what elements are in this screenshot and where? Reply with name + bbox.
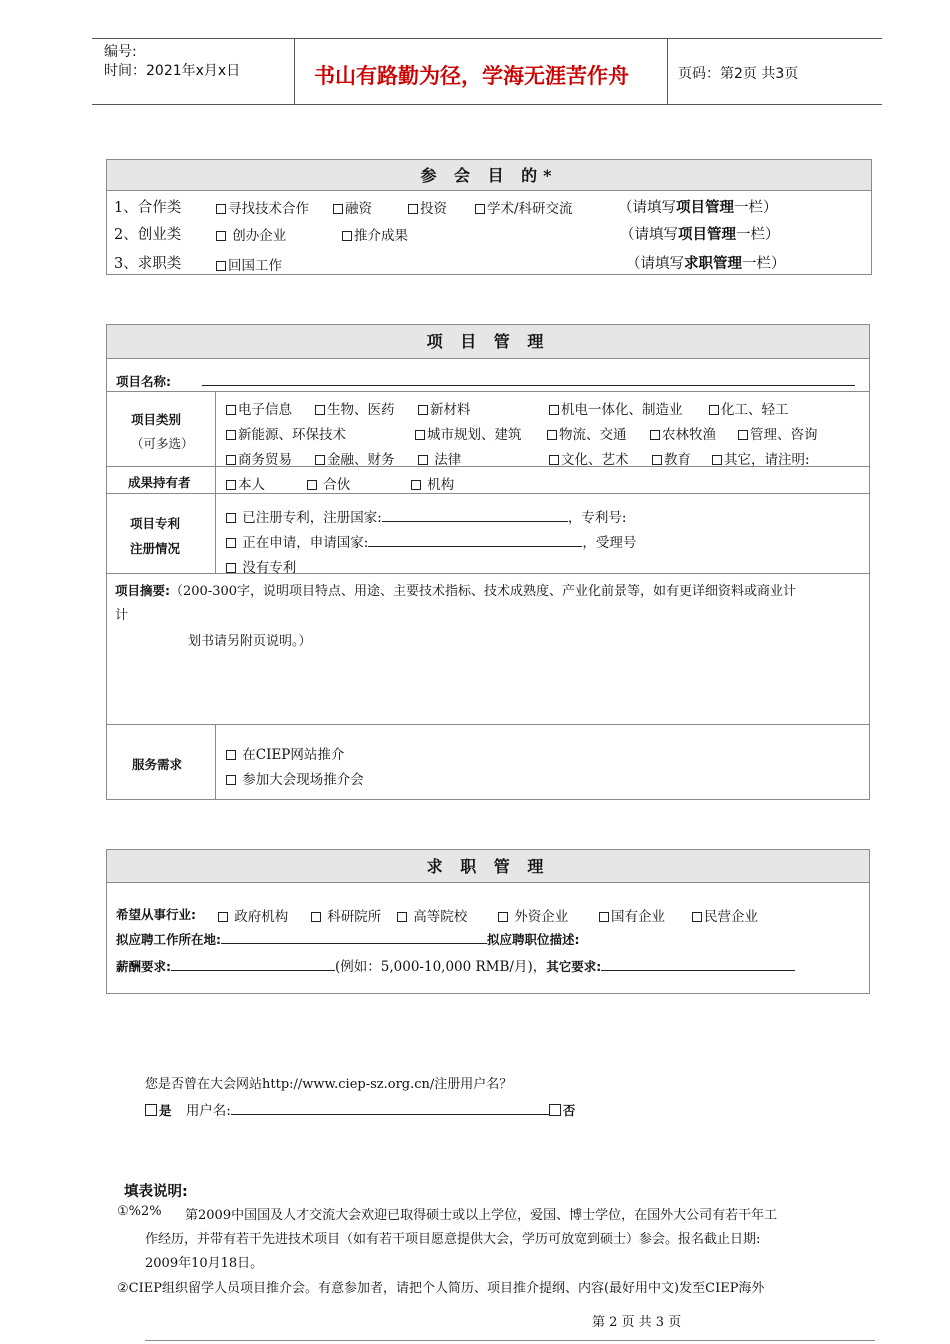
website-answer-row: 是 用户名: 否: [145, 1099, 575, 1119]
patent-label-2: 注册情况: [130, 541, 181, 556]
checkbox-icon: [547, 430, 557, 440]
checkbox-icon: [226, 405, 236, 415]
header-top-rule: [92, 38, 882, 39]
category-option[interactable]: 新能源、环保技术: [226, 423, 346, 443]
checkbox-icon: [226, 455, 236, 465]
checkbox-icon: [411, 480, 421, 490]
purpose-row-3-label: 3、求职类: [114, 256, 182, 272]
category-option[interactable]: 生物、医药: [315, 398, 395, 418]
purpose-option-financing[interactable]: 融资: [333, 197, 372, 217]
checkbox-icon: [418, 405, 428, 415]
checkbox-icon: [712, 455, 722, 465]
doc-number-label: 编号:: [104, 44, 137, 60]
project-col-divider: [215, 391, 216, 573]
other-requirement-field[interactable]: [601, 958, 795, 971]
username-field[interactable]: [231, 1102, 549, 1115]
checkbox-icon: [226, 775, 236, 785]
industry-option[interactable]: 科研院所: [311, 905, 381, 925]
checkbox-icon: [218, 912, 228, 922]
yes-option[interactable]: 是: [145, 1103, 172, 1119]
category-option[interactable]: 电子信息: [226, 398, 292, 418]
project-name-field[interactable]: [202, 372, 855, 386]
purpose-row-2-label: 2、创业类: [114, 227, 182, 243]
category-option[interactable]: 商务贸易: [226, 448, 292, 468]
category-option[interactable]: 其它，请注明:: [712, 448, 810, 468]
notes-item-1-line-1: 第2009中国国及人才交流大会欢迎已取得硕士或以上学位，爱国、博士学位，在国外大公司有若干年工: [185, 1208, 778, 1223]
checkbox-icon: [549, 405, 559, 415]
checkbox-icon: [652, 455, 662, 465]
project-divider: [107, 573, 869, 574]
holder-option-self[interactable]: 本人: [226, 473, 265, 493]
checkbox-icon: [397, 912, 407, 922]
project-table: [106, 324, 870, 800]
no-option[interactable]: 否: [549, 1103, 576, 1119]
project-col-divider: [215, 724, 216, 799]
patent-country-field[interactable]: [382, 509, 568, 522]
purpose-option-return[interactable]: 回国工作: [216, 254, 282, 274]
summary-wrap-char: 计: [115, 608, 129, 623]
service-option-onsite[interactable]: 参加大会现场推介会: [226, 768, 364, 788]
checkbox-icon: [315, 455, 325, 465]
project-divider: [107, 724, 869, 725]
purpose-row-3-note: （请填写求职管理一栏）: [626, 255, 786, 272]
purpose-title: 参 会 目 的*: [107, 160, 871, 191]
purpose-option-promote[interactable]: 推介成果: [342, 224, 408, 244]
job-title: 求 职 管 理: [107, 850, 869, 883]
salary-field[interactable]: [171, 958, 335, 971]
doc-time-label: 时间：2021年x月x日: [104, 63, 241, 79]
checkbox-icon: [307, 480, 317, 490]
checkbox-icon: [650, 430, 660, 440]
job-salary-row: 薪酬要求: (例如：5,000-10,000 RMB/月)，其它要求:: [116, 955, 795, 975]
checkbox-icon: [226, 750, 236, 760]
service-label: 服务需求: [132, 757, 183, 772]
checkbox-icon: [415, 430, 425, 440]
holder-option-org[interactable]: 机构: [411, 473, 454, 493]
category-option[interactable]: 新材料: [418, 398, 471, 418]
notes-item-1-line-2: 作经历，并带有若干先进技术项目（如有若干项目愿意提供大会，学历可放宽到硕士）参会。报名截止日期:: [145, 1232, 761, 1247]
patent-registered-option[interactable]: 已注册专利，注册国家: ，专利号:: [226, 506, 626, 526]
notes-item-1-prefix: ①%2%: [117, 1204, 162, 1219]
purpose-option-startup[interactable]: 创办企业: [216, 224, 286, 244]
holder-option-partner[interactable]: 合伙: [307, 473, 350, 493]
patent-apply-country-field[interactable]: [368, 534, 582, 547]
category-option[interactable]: 教育: [652, 448, 691, 468]
category-option[interactable]: 化工、轻工: [709, 398, 789, 418]
patent-none-option[interactable]: 没有专利: [226, 556, 296, 576]
category-option[interactable]: 机电一体化、制造业: [549, 398, 683, 418]
header-motto: 书山有路勤为径，学海无涯苦作舟: [314, 63, 629, 88]
patent-label-1: 项目专利: [130, 516, 181, 531]
project-divider: [107, 493, 869, 494]
purpose-option-investment[interactable]: 投资: [408, 197, 447, 217]
checkbox-icon: [498, 912, 508, 922]
website-question: 您是否曾在大会网站http://www.ciep-sz.org.cn/注册用户名？: [145, 1077, 513, 1092]
header-divider-left: [294, 38, 295, 105]
summary-row: 项目摘要:（200-300字，说明项目特点、用途、主要技术指标、技术成熟度、产业化前景等，如有更详细资料或商业计: [115, 583, 797, 599]
industry-option[interactable]: 政府机构: [218, 905, 288, 925]
footer-rule: [145, 1340, 875, 1341]
service-option-web[interactable]: 在CIEP网站推介: [226, 743, 344, 763]
summary-cont: 划书请另附页说明。）: [188, 634, 312, 649]
project-category-sub: （可多选）: [131, 436, 194, 451]
checkbox-icon: [418, 455, 428, 465]
purpose-row-2-note: （请填写项目管理一栏）: [620, 226, 780, 243]
category-option[interactable]: 法律: [418, 448, 461, 468]
checkbox-icon: [333, 204, 343, 214]
checkbox-icon: [342, 231, 352, 241]
industry-option[interactable]: 外资企业: [498, 905, 568, 925]
notes-title: 填表说明:: [124, 1184, 188, 1200]
checkbox-icon: [692, 912, 702, 922]
category-option[interactable]: 农林牧渔: [650, 423, 716, 443]
footer-page-number: 第 2 页 共 3 页: [592, 1315, 682, 1330]
checkbox-icon: [145, 1104, 157, 1116]
checkbox-icon: [475, 204, 485, 214]
checkbox-icon: [549, 455, 559, 465]
industry-option[interactable]: 国有企业: [599, 905, 665, 925]
job-location-field[interactable]: [221, 931, 487, 944]
category-option[interactable]: 物流、交通: [547, 423, 627, 443]
job-industry-row: 希望从事行业:: [116, 907, 196, 922]
purpose-row-1-note: （请填写项目管理一栏）: [618, 199, 778, 216]
project-title: 项 目 管 理: [107, 325, 869, 359]
purpose-option-academic[interactable]: 学术/科研交流: [475, 197, 573, 217]
checkbox-icon: [216, 261, 226, 271]
checkbox-icon: [226, 538, 236, 548]
checkbox-icon: [216, 231, 226, 241]
header-bottom-rule: [92, 104, 882, 105]
notes-item-1-line-3: 2009年10月18日。: [145, 1256, 264, 1271]
patent-applying-option[interactable]: 正在申请，申请国家: ，受理号: [226, 531, 636, 551]
checkbox-icon: [311, 912, 321, 922]
notes-item-2: ②CIEP组织留学人员项目推介会。有意参加者，请把个人简历、项目推介提纲、内容(最好用中文)发至CIEP海外: [117, 1281, 765, 1296]
project-divider: [107, 391, 869, 392]
purpose-row-1-label: 1、合作类: [114, 200, 182, 216]
checkbox-icon: [226, 480, 236, 490]
checkbox-icon: [549, 1104, 561, 1116]
category-option[interactable]: 金融、财务: [315, 448, 395, 468]
checkbox-icon: [709, 405, 719, 415]
checkbox-icon: [315, 405, 325, 415]
industry-option[interactable]: 高等院校: [397, 905, 467, 925]
checkbox-icon: [226, 513, 236, 523]
checkbox-icon: [738, 430, 748, 440]
header-divider-right: [667, 38, 668, 105]
checkbox-icon: [408, 204, 418, 214]
checkbox-icon: [599, 912, 609, 922]
category-option[interactable]: 管理、咨询: [738, 423, 818, 443]
category-option[interactable]: 城市规划、建筑: [415, 423, 522, 443]
checkbox-icon: [216, 204, 226, 214]
header-page-label: 页码：第2页 共3页: [678, 66, 799, 82]
holder-label: 成果持有者: [128, 475, 191, 490]
purpose-option-tech-coop[interactable]: 寻找技术合作: [216, 197, 309, 217]
checkbox-icon: [226, 563, 236, 573]
project-category-label: 项目类别: [131, 412, 182, 427]
industry-option[interactable]: 民营企业: [692, 905, 758, 925]
checkbox-icon: [226, 430, 236, 440]
category-option[interactable]: 文化、艺术: [549, 448, 629, 468]
job-position-label: 拟应聘职位描述:: [487, 932, 580, 947]
job-location-row: 拟应聘工作所在地: 拟应聘职位描述:: [116, 932, 580, 947]
project-name-label: 项目名称:: [116, 374, 171, 389]
